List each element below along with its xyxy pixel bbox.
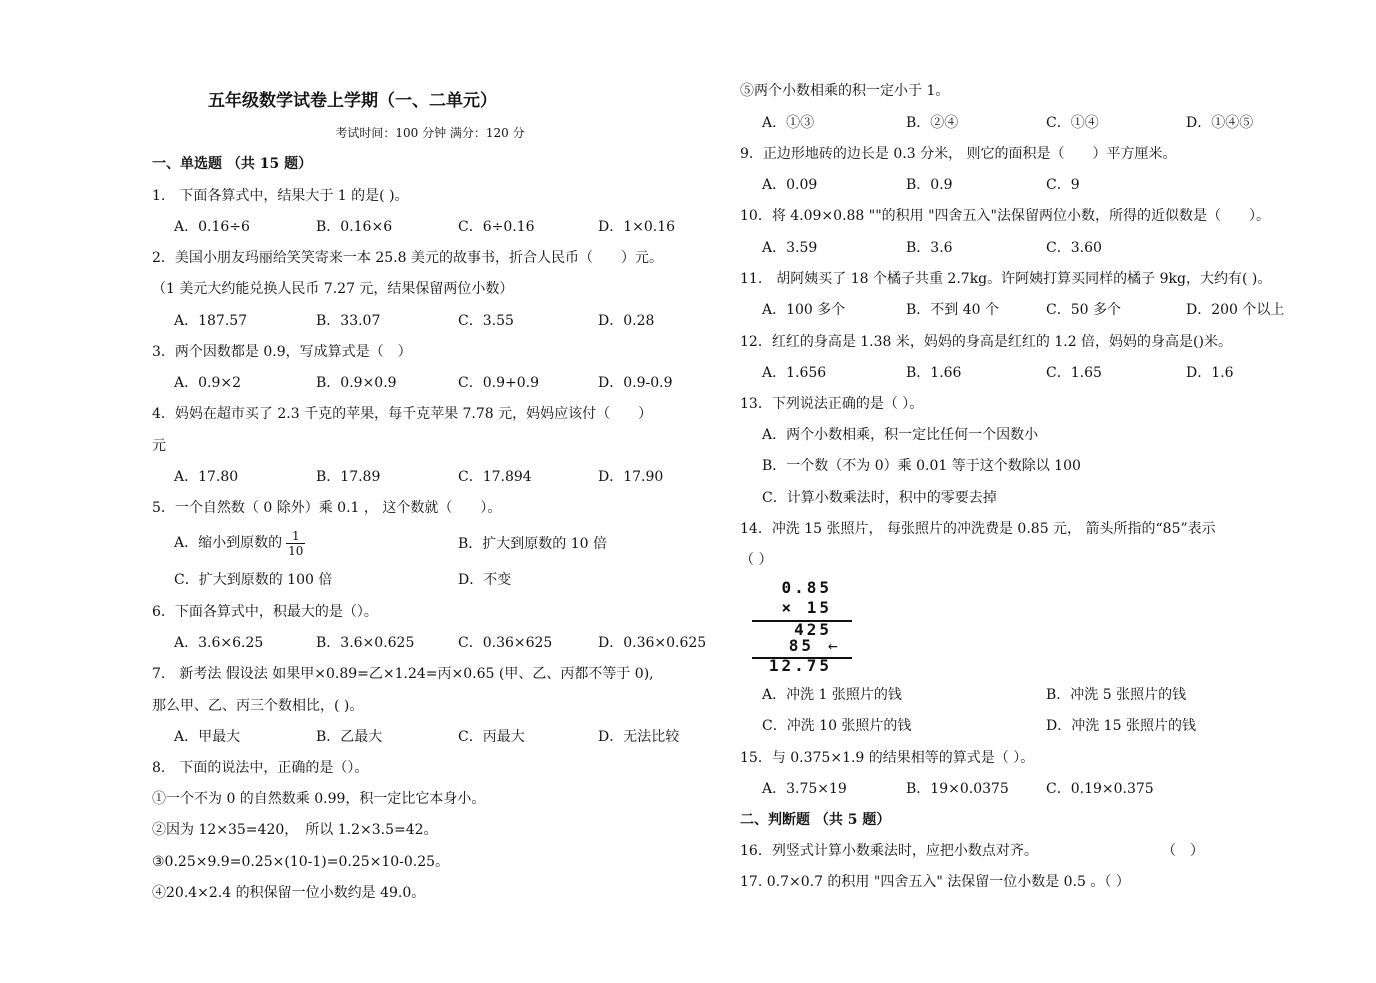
question-12-option-a: A．1.656 bbox=[762, 365, 827, 381]
question-6-option-c: C．0.36×625 bbox=[458, 635, 553, 651]
question-10-option-b: B．3.6 bbox=[906, 240, 953, 256]
question-7-option-b: B．乙最大 bbox=[316, 729, 383, 745]
question-2-option-d: D．0.28 bbox=[598, 313, 655, 329]
question-10-stem: 10．将 4.09×0.88 ""的积用 "四舍五入"法保留两位小数，所得的近似数是（ ）。 bbox=[740, 208, 1270, 224]
question-5-option-d: D．不变 bbox=[458, 572, 512, 588]
question-4-option-b: B．17.89 bbox=[316, 469, 381, 485]
question-3-option-b: B．0.9×0.9 bbox=[316, 375, 397, 391]
question-4-option-d: D．17.90 bbox=[598, 469, 664, 485]
exam-info: 考试时间：100 分钟 满分：120 分 bbox=[335, 126, 525, 140]
question-14-option-a: A．冲洗 1 张照片的钱 bbox=[762, 687, 902, 703]
question-10-option-c: C．3.60 bbox=[1046, 240, 1102, 256]
question-3-option-c: C．0.9+0.9 bbox=[458, 375, 539, 391]
question-12-option-c: C．1.65 bbox=[1046, 365, 1102, 381]
question-7-stem-cont: 那么甲、乙、丙三个数相比，( )。 bbox=[152, 698, 364, 714]
calc-row-partial-2: 85 bbox=[788, 636, 814, 655]
question-15-option-b: B．19×0.0375 bbox=[906, 781, 1009, 797]
question-13-option-a: A．两个小数相乘，积一定比任何一个因数小 bbox=[762, 427, 1039, 443]
question-6-option-b: B．3.6×0.625 bbox=[316, 635, 415, 651]
question-2-stem: 2．美国小朋友玛丽给笑笑寄来一本 25.8 美元的故事书，折合人民币（ ）元。 bbox=[152, 250, 663, 266]
question-14-answer-paren: （ ） bbox=[740, 552, 773, 568]
question-1-option-d: D．1×0.16 bbox=[598, 219, 676, 235]
question-10-option-a: A．3.59 bbox=[762, 240, 818, 256]
question-9-stem: 9．正边形地砖的边长是 0.3 分米， 则它的面积是（ ）平方厘米。 bbox=[740, 146, 1177, 162]
question-2-option-b: B．33.07 bbox=[316, 313, 381, 329]
question-9-option-c: C．9 bbox=[1046, 177, 1080, 193]
question-5-option-a bbox=[174, 526, 309, 560]
question-5-option-c: C．扩大到原数的 100 倍 bbox=[174, 572, 333, 588]
calc-row-product: 12.75 bbox=[768, 656, 832, 675]
question-13-option-b: B．一个数（不为 0）乘 0.01 等于这个数除以 100 bbox=[762, 458, 1081, 474]
question-11-stem: 11. 胡阿姨买了 18 个橘子共重 2.7kg。许阿姨打算买同样的橘子 9kg，大约有( )。 bbox=[740, 271, 1272, 287]
question-14-stem: 14．冲洗 15 张照片， 每张照片的冲洗费是 0.85 元， 箭头所指的“85”表示 bbox=[740, 521, 1216, 537]
question-13-option-c: C．计算小数乘法时，积中的零要去掉 bbox=[762, 490, 997, 506]
question-11-option-a: A．100 多个 bbox=[762, 302, 846, 318]
question-8-statement-2: ②因为 12×35=420， 所以 1.2×3.5=42。 bbox=[152, 822, 438, 838]
question-8-option-d: D．①④⑤ bbox=[1186, 115, 1254, 131]
question-7-option-c: C．丙最大 bbox=[458, 729, 525, 745]
question-15-option-c: C．0.19×0.375 bbox=[1046, 781, 1154, 797]
question-2-option-c: C．3.55 bbox=[458, 313, 514, 329]
calc-row-multiplier: × 15 bbox=[781, 598, 832, 617]
section-heading-single-choice: 一、单选题 （共 15 题） bbox=[152, 156, 313, 172]
question-1-option-a: A．0.16÷6 bbox=[174, 219, 250, 235]
question-2-note: （1 美元大约能兑换人民币 7.27 元，结果保留两位小数） bbox=[152, 281, 514, 297]
question-6-stem: 6．下面各算式中，积最大的是（）。 bbox=[152, 604, 378, 620]
fraction-one-tenth: $\frac{1}{10}$ bbox=[288, 528, 304, 558]
question-7-option-d: D．无法比较 bbox=[598, 729, 680, 745]
question-8-statement-4: ④20.4×2.4 的积保留一位小数约是 49.0。 bbox=[152, 885, 426, 901]
question-8-stem: 8. 下面的说法中，正确的是（）。 bbox=[152, 760, 369, 776]
question-3-stem: 3．两个因数都是 0.9，写成算式是（ ） bbox=[152, 344, 412, 360]
question-11-option-d: D．200 个以上 bbox=[1186, 302, 1285, 318]
question-16-answer-paren: （ ） bbox=[1162, 843, 1204, 859]
question-5-stem: 5．一个自然数（ 0 除外）乘 0.1 ， 这个数就（ ）。 bbox=[152, 500, 502, 516]
section-heading-true-false: 二、判断题 （共 5 题） bbox=[740, 812, 891, 828]
question-8-statement-1: ①一个不为 0 的自然数乘 0.99，积一定比它本身小。 bbox=[152, 791, 486, 807]
question-13-stem: 13．下列说法正确的是（ ）。 bbox=[740, 396, 924, 412]
question-6-option-a: A．3.6×6.25 bbox=[174, 635, 264, 651]
page-title: 五年级数学试卷上学期（一、二单元） bbox=[208, 91, 497, 111]
question-8-option-a: A．①③ bbox=[762, 115, 815, 131]
question-7-option-a: A．甲最大 bbox=[174, 729, 241, 745]
calc-row-multiplicand: 0.85 bbox=[781, 578, 832, 597]
question-7-stem: 7. 新考法 假设法 如果甲×0.89=乙×1.24=丙×0.65 (甲、乙、丙都不等于 0), bbox=[152, 666, 654, 682]
question-3-option-d: D．0.9-0.9 bbox=[598, 375, 673, 391]
question-14-option-c: C．冲洗 10 张照片的钱 bbox=[762, 718, 912, 734]
question-3-option-a: A．0.9×2 bbox=[174, 375, 242, 391]
question-12-stem: 12．红红的身高是 1.38 米，妈妈的身高是红红的 1.2 倍，妈妈的身高是()米。 bbox=[740, 334, 1232, 350]
question-1-option-c: C．6÷0.16 bbox=[458, 219, 535, 235]
question-5-option-a-text: A．缩小到原数的 bbox=[174, 535, 283, 551]
question-9-option-a: A．0.09 bbox=[762, 177, 818, 193]
question-1-option-b: B．0.16×6 bbox=[316, 219, 393, 235]
question-15-option-a: A．3.75×19 bbox=[762, 781, 847, 797]
arrow-left-icon: ← bbox=[828, 636, 838, 655]
question-4-stem-cont: 元 bbox=[152, 438, 166, 454]
question-8-statement-5: ⑤两个小数相乘的积一定小于 1。 bbox=[740, 83, 950, 99]
question-8-statement-3: ③0.25×9.9=0.25×(10-1)=0.25×10-0.25。 bbox=[152, 854, 450, 870]
question-6-option-d: D．0.36×0.625 bbox=[598, 635, 707, 651]
vertical-multiplication bbox=[752, 575, 852, 675]
question-4-option-c: C．17.894 bbox=[458, 469, 532, 485]
question-14-option-b: B．冲洗 5 张照片的钱 bbox=[1046, 687, 1187, 703]
question-8-option-c: C．①④ bbox=[1046, 115, 1099, 131]
question-12-option-b: B．1.66 bbox=[906, 365, 962, 381]
question-17-stem: 17. 0.7×0.7 的积用 "四舍五入" 法保留一位小数是 0.5 。（ ） bbox=[740, 874, 1130, 890]
calc-row-partial-1: 425 bbox=[794, 620, 832, 639]
question-4-stem: 4．妈妈在超市买了 2.3 千克的苹果，每千克苹果 7.78 元，妈妈应该付（ ） bbox=[152, 406, 653, 422]
question-11-option-c: C．50 多个 bbox=[1046, 302, 1121, 318]
question-11-option-b: B．不到 40 个 bbox=[906, 302, 1000, 318]
question-1-stem: 1. 下面各算式中，结果大于 1 的是( )。 bbox=[152, 188, 409, 204]
question-9-option-b: B．0.9 bbox=[906, 177, 953, 193]
question-4-option-a: A．17.80 bbox=[174, 469, 239, 485]
question-5-option-b: B．扩大到原数的 10 倍 bbox=[458, 536, 608, 552]
question-16-stem: 16．列竖式计算小数乘法时，应把小数点对齐。 bbox=[740, 843, 1038, 859]
question-8-option-b: B．②④ bbox=[906, 115, 959, 131]
question-12-option-d: D．1.6 bbox=[1186, 365, 1234, 381]
question-14-option-d: D．冲洗 15 张照片的钱 bbox=[1046, 718, 1196, 734]
question-15-stem: 15．与 0.375×1.9 的结果相等的算式是（ ）。 bbox=[740, 750, 1035, 766]
question-2-option-a: A．187.57 bbox=[174, 313, 248, 329]
